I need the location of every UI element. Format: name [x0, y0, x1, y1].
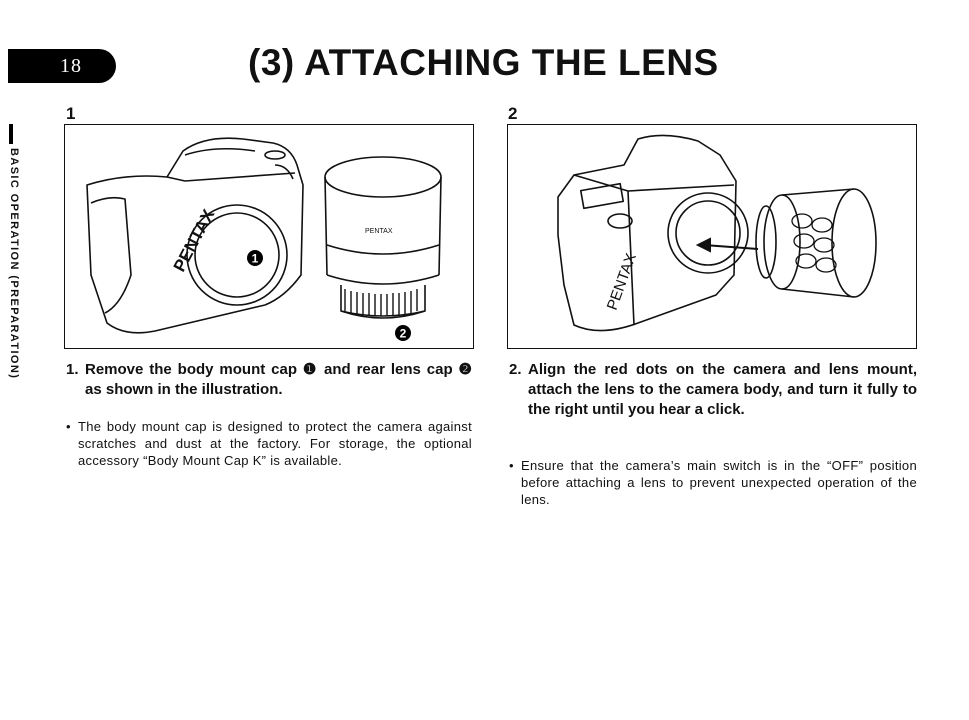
camera-top-edge	[167, 173, 295, 181]
lens-brand-label: PENTAX	[365, 228, 393, 235]
section-marker	[9, 124, 13, 144]
camera-and-lens-caps-drawing	[65, 125, 473, 348]
step-2-illustration	[507, 124, 917, 349]
step-2-instruction: 2. Align the red dots on the camera and lens mount, attach the lens to the camera body, and turn it fully to the right until you hear a click.	[509, 361, 917, 418]
svg-text:1: 1	[251, 251, 259, 266]
page-number-tab	[8, 49, 116, 83]
step-2-note: • Ensure that the camera’s main switch is in the “OFF” position before attaching a lens to prevent unexpected operation of the lens.	[509, 458, 917, 507]
step-2-number: 2	[508, 104, 518, 123]
lens-attachment-drawing	[508, 125, 916, 348]
camera-brand-label: PENTAX	[603, 251, 640, 313]
alignment-arrow-icon	[698, 239, 758, 251]
shutter-button	[608, 214, 632, 228]
page-number: 18	[60, 55, 82, 77]
page-title: (3) ATTACHING THE LENS	[248, 42, 719, 83]
camera-grip	[91, 198, 131, 313]
svg-text:2: 2	[399, 326, 407, 341]
lens-front-cap	[325, 157, 441, 197]
step-1-instruction: 1. Remove the body mount cap ❶ and rear lens cap ❷ as shown in the illustration.	[66, 361, 472, 398]
callout-1	[247, 250, 263, 266]
callout-2	[395, 325, 411, 341]
section-side-label: BASIC OPERATION (PREPARATION)	[8, 148, 20, 380]
rear-cap-ridges	[345, 289, 417, 316]
step-1-note: • The body mount cap is designed to protect the camera against scratches and dust at the factory. For storage, the optional accessory “Body Mount Cap K” is available.	[66, 419, 472, 468]
camera-body-outline	[558, 135, 736, 330]
step-1-number: 1	[66, 104, 76, 123]
prism-edge	[185, 149, 255, 155]
lens-front	[832, 189, 876, 297]
camera-brand-label: PENTAX	[169, 206, 219, 275]
step-1-illustration	[64, 124, 474, 349]
camera-top-edge	[574, 175, 734, 191]
camera-lens-mount	[668, 193, 748, 273]
